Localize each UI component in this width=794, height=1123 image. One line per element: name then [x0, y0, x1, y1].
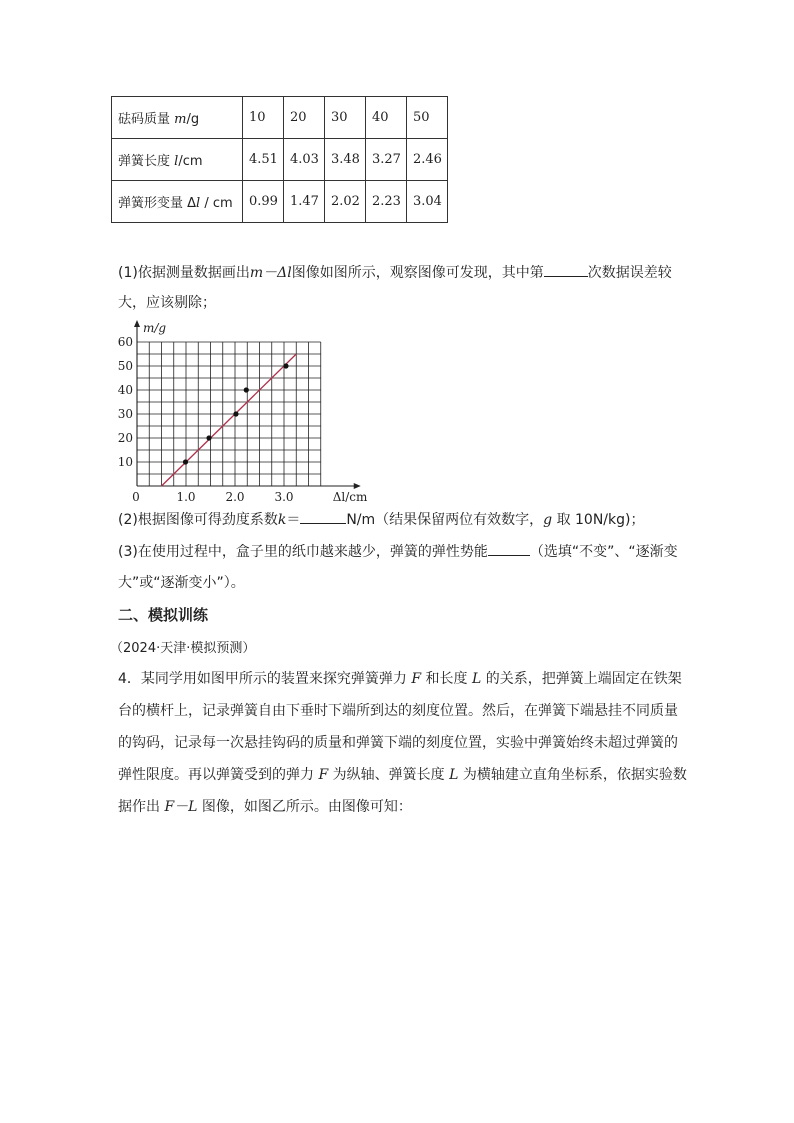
y-tick-label: 40: [117, 383, 133, 397]
label-unit: / cm: [200, 196, 233, 211]
text: （选填“不变”、“逐渐变: [529, 544, 678, 560]
question-3-line-2: 大”或“逐渐变小”）。: [118, 575, 245, 591]
data-point: [233, 411, 238, 416]
text: (2)根据图像可得劲度系数: [118, 512, 278, 528]
x-axis-label: Δl/cm: [332, 490, 368, 504]
formula: m－Δl: [249, 265, 292, 281]
m-delta-l-chart: [112, 318, 382, 504]
formula: F－L: [164, 799, 198, 815]
answer-blank[interactable]: [488, 541, 530, 556]
table-cell: 0.99: [243, 181, 284, 223]
text: (1)依据测量数据画出: [118, 265, 250, 281]
table-row: [112, 97, 448, 139]
text: 为横轴建立直角坐标系，依据实验数: [458, 767, 687, 783]
chart-grid: [137, 342, 321, 486]
data-point: [206, 435, 211, 440]
table-cell: 20: [284, 97, 325, 139]
table-cell: 40: [366, 97, 407, 139]
label-text: 弹簧长度: [118, 154, 175, 169]
question-3-line-1: [118, 541, 678, 562]
row-header-mass: [112, 97, 243, 139]
table-cell: 2.02: [325, 181, 366, 223]
text: 4．某同学用如图甲所示的装置来探究弹簧弹力: [118, 671, 412, 687]
label-unit: /g: [186, 112, 200, 127]
data-point: [183, 459, 188, 464]
origin-label: 0: [132, 490, 140, 504]
text: 取 10N/kg)；: [552, 512, 645, 528]
row-header-length: [112, 139, 243, 181]
x-tick-label: 1.0: [176, 490, 196, 504]
y-tick-label: 10: [117, 455, 133, 469]
table-row: [112, 139, 448, 181]
label-var: m: [174, 112, 187, 127]
table-cell: 2.46: [407, 139, 448, 181]
text: 图像，如图乙所示。由图像可知：: [197, 799, 412, 815]
table-row: [112, 181, 448, 223]
data-point: [283, 363, 288, 368]
label-text: 砝码质量: [118, 112, 175, 127]
y-axis-arrow: [134, 320, 140, 327]
text: 和长度: [421, 671, 472, 687]
var-L: L: [471, 671, 482, 687]
var-L: L: [449, 767, 459, 783]
label-text: 弹簧形变量 Δ: [118, 196, 197, 211]
table-cell: 30: [325, 97, 366, 139]
y-tick-label: 60: [117, 335, 133, 349]
var-F: F: [318, 767, 329, 783]
var-k: k: [277, 512, 287, 528]
question-4-line-4: [118, 764, 687, 784]
text: N/m（结果保留两位有效数字，: [346, 512, 544, 528]
label-unit: /cm: [178, 154, 203, 169]
y-tick-label: 50: [117, 359, 133, 373]
table-cell: 4.03: [284, 139, 325, 181]
var-g: g: [543, 512, 553, 528]
text: (3)在使用过程中，盒子里的纸巾越来越少，弹簧的弹性势能: [118, 544, 488, 560]
source-tag: （2024·天津·模拟预测）: [110, 641, 256, 656]
row-header-deformation: [112, 181, 243, 223]
question-4-line-1: [118, 668, 682, 688]
question-4-line-2: 台的横杆上，记录弹簧自由下垂时下端所到达的刻度位置。然后，在弹簧下端悬挂不同质量: [118, 703, 678, 719]
question-1-line-2: 大，应该剔除；: [118, 295, 216, 311]
table-cell: 1.47: [284, 181, 325, 223]
x-tick-label: 2.0: [225, 490, 245, 504]
text: 的关系，把弹簧上端固定在铁架: [481, 671, 682, 687]
table-cell: 3.04: [407, 181, 448, 223]
var-F: F: [411, 671, 422, 687]
y-tick-label: 30: [117, 407, 133, 421]
question-1-line-1: [118, 262, 672, 283]
table-cell: 50: [407, 97, 448, 139]
y-axis-label: m/g: [143, 321, 167, 335]
measurement-table: [111, 96, 448, 223]
answer-blank[interactable]: [544, 262, 588, 277]
label-var: l: [174, 154, 179, 169]
table-cell: 3.27: [366, 139, 407, 181]
text: 次数据误差较: [587, 265, 672, 281]
x-axis-arrow: [354, 483, 361, 489]
x-tick-label: 3.0: [274, 490, 294, 504]
text: 据作出: [118, 799, 165, 815]
answer-blank[interactable]: [300, 509, 346, 524]
table-cell: 10: [243, 97, 284, 139]
table-cell: 3.48: [325, 139, 366, 181]
question-4-line-3: 的钩码，记录每一次悬挂钩码的质量和弹簧下端的刻度位置，实验中弹簧始终未超过弹簧的: [118, 735, 678, 751]
y-tick-label: 20: [117, 431, 133, 445]
data-point: [244, 387, 249, 392]
text: 弹性限度。再以弹簧受到的弹力: [118, 767, 319, 783]
table-cell: 4.51: [243, 139, 284, 181]
section-title: 二、模拟训练: [118, 606, 209, 624]
question-4-line-5: [118, 796, 412, 816]
text: 为纵轴、弹簧长度: [328, 767, 450, 783]
fit-line: [162, 354, 297, 486]
table-cell: 2.23: [366, 181, 407, 223]
text: 图像如图所示，观察图像可发现，其中第: [291, 265, 544, 281]
text: ＝: [286, 512, 301, 528]
label-var: l: [196, 196, 201, 211]
question-2: [118, 509, 645, 530]
